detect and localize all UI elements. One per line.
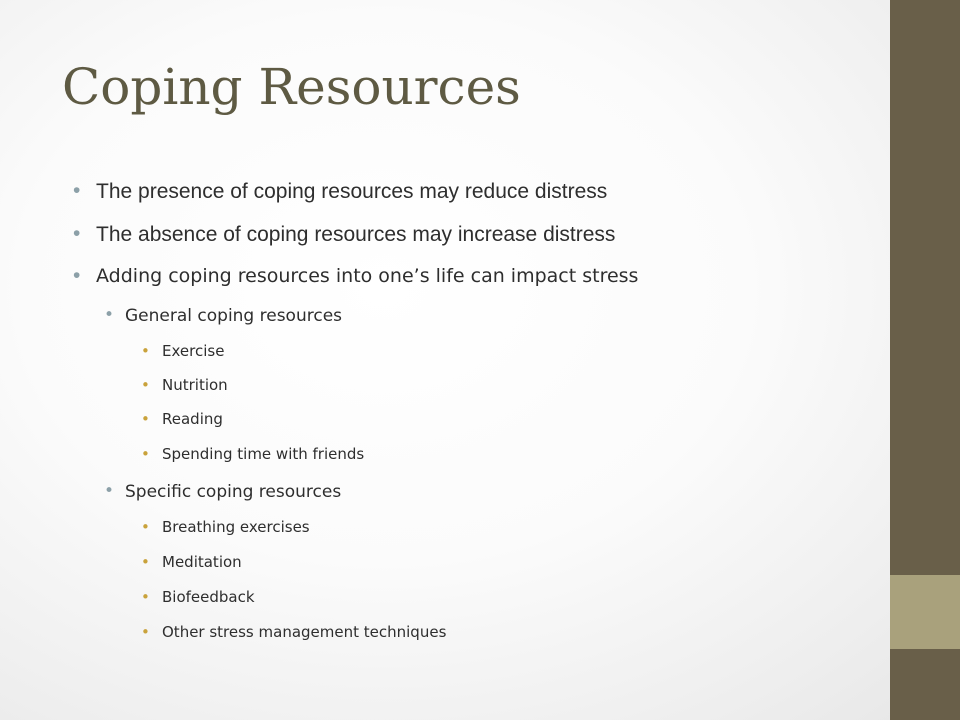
bullet-text: Spending time with friends [162, 445, 365, 463]
sidebar-accent-dark [890, 0, 960, 575]
bullet-icon: • [141, 623, 150, 641]
bullet-icon: • [73, 179, 81, 202]
bullet-text: Nutrition [162, 376, 228, 394]
bullet-text: Other stress management techniques [162, 623, 447, 641]
bullet-icon: • [141, 342, 150, 360]
bullet-text: Adding coping resources into one’s life can impact stress [96, 265, 639, 287]
bullet-icon: • [141, 518, 150, 536]
bullet-icon: • [104, 305, 115, 325]
bullet-text: The presence of coping resources may reduce distress [96, 180, 608, 203]
bullet-icon: • [141, 445, 150, 463]
bullet-text: Meditation [162, 553, 242, 571]
slide-title: Coping Resources [62, 58, 521, 116]
bullet-text: Specific coping resources [125, 482, 342, 502]
sidebar-accent-dark-bottom [890, 649, 960, 720]
bullet-text: The absence of coping resources may increase distress [96, 223, 616, 246]
bullet-text: Breathing exercises [162, 518, 310, 536]
bullet-icon: • [73, 222, 81, 245]
bullet-text: Reading [162, 410, 223, 428]
bullet-icon: • [141, 553, 150, 571]
bullet-icon: • [141, 410, 150, 428]
bullet-icon: • [141, 376, 150, 394]
bullet-text: Exercise [162, 342, 225, 360]
bullet-icon: • [104, 481, 115, 501]
bullet-text: General coping resources [125, 306, 343, 326]
bullet-text: Biofeedback [162, 588, 255, 606]
sidebar-accent-light [890, 575, 960, 649]
bullet-icon: • [141, 588, 150, 606]
bullet-icon: • [73, 264, 81, 287]
